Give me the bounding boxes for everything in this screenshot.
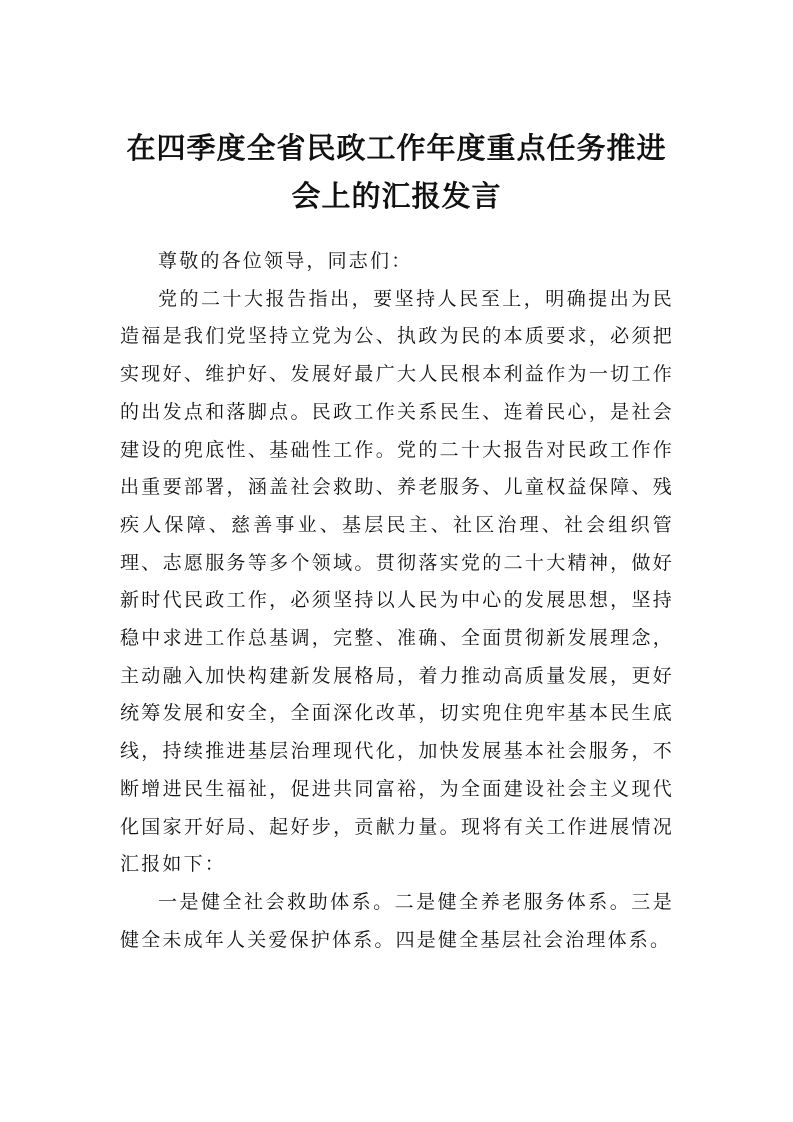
title-line-1: 在四季度全省民政工作年度重点任务推进 [126,131,667,165]
greeting-paragraph: 尊敬的各位领导，同志们： [158,250,413,272]
title-line-2: 会上的汇报发言 [291,179,502,213]
body-paragraph-1: 党的二十大报告指出，要坚持人民至上，明确提出为民造福是我们党坚持立党为公、执政为民的本质要求，必须把实现好、维护好、发展好最广大人民根本利益作为一切工作的出发点和落脚点。民政工作关系民生、连着民心，是社会建设的兜底性、基础性工作。党的二十大报告对民政工作作出重要部署，涵盖社会救助、养老服务、儿童权益保障、残疾人保障、慈善事业、基层民主、社区治理、社会组织管理、志愿服务等多个领域。贯彻落实党的二十大精神，做好新时代民政工作，必须坚持以人民为中心的发展思想，坚持稳中求进工作总基调，完整、准确、全面贯彻新发展理念，主动融入加快构建新发展格局，着力推动高质量发展，更好统筹发展和安全，全面深化改革，切实兜住兜牢基本民生底线，持续推进基层治理现代化，加快发展基本社会服务，不断增进民生福祉，促进共同富裕，为全面建设社会主义现代化国家开好局、起好步，贡献力量。现将有关工作进展情况汇报如下： [120,287,674,876]
body-paragraph-2: 一是健全社会救助体系。二是健全养老服务体系。三是健全未成年人关爱保护体系。四是健全基层社会治理体系。 [120,890,674,951]
document-body [120,243,674,959]
document-title [120,124,673,220]
